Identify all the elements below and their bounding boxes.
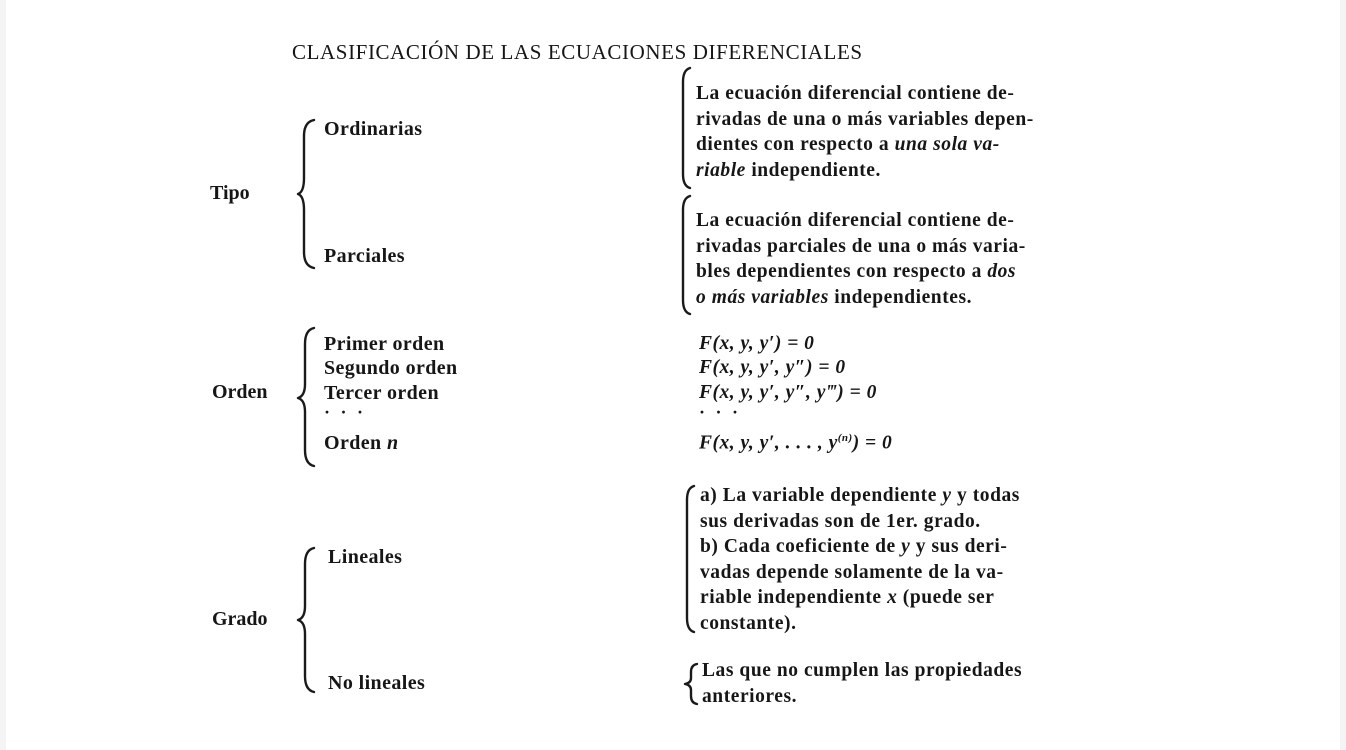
tipo-ordinarias-label: Ordinarias xyxy=(324,118,423,140)
desc-text: y sus deri- xyxy=(910,536,1008,557)
brace-parciales-desc xyxy=(676,194,694,316)
category-tipo: Tipo xyxy=(210,182,250,204)
ordinarias-description xyxy=(696,81,1034,183)
brace-lineales-desc xyxy=(680,484,698,634)
desc-line: vadas depende solamente de la va- xyxy=(700,561,1004,583)
formula-text: ) = 0 xyxy=(852,432,893,454)
desc-emphasis: o más variables xyxy=(696,286,829,308)
orden-item-2-label: Segundo orden xyxy=(324,357,458,379)
desc-text: b) Cada coeficiente de xyxy=(700,536,902,557)
orden-ellipsis-formula: · · · xyxy=(699,402,742,422)
desc-emphasis: una sola va- xyxy=(894,134,1000,155)
orden-item-n-formula xyxy=(699,432,892,455)
desc-emphasis: dos xyxy=(987,261,1017,282)
desc-text: independientes. xyxy=(828,286,973,308)
desc-line: constante). xyxy=(700,612,797,634)
desc-text: a) La variable dependiente xyxy=(700,485,943,506)
category-orden: Orden xyxy=(212,381,268,403)
desc-line: La ecuación diferencial contiene de- xyxy=(696,83,1015,104)
desc-line: Las que no cumplen las propiedades xyxy=(702,660,1023,681)
brace-ordinarias-desc xyxy=(676,66,694,190)
desc-line: La ecuación diferencial contiene de- xyxy=(696,210,1015,231)
formula-superscript: (n) xyxy=(837,432,853,444)
brace-orden xyxy=(296,326,320,468)
brace-grado xyxy=(296,546,320,694)
orden-n-variable: n xyxy=(386,432,399,454)
no-lineales-description xyxy=(702,658,1022,709)
desc-variable: y xyxy=(942,485,952,506)
orden-n-text: Orden xyxy=(324,432,387,454)
desc-text: bles dependientes con respecto a xyxy=(696,261,988,282)
desc-emphasis: riable xyxy=(696,159,746,181)
orden-ellipsis-label: · · · xyxy=(324,402,367,422)
parciales-description xyxy=(696,208,1026,310)
orden-item-n-label xyxy=(324,432,399,455)
desc-line: sus derivadas son de 1er. grado. xyxy=(700,510,981,532)
page-title: CLASIFICACIÓN DE LAS ECUACIONES DIFERENCIALES xyxy=(292,40,863,64)
formula-text: F(x, y, y′, . . . , y xyxy=(699,432,838,454)
orden-item-1-label: Primer orden xyxy=(324,333,445,355)
brace-tipo xyxy=(296,118,320,270)
category-grado: Grado xyxy=(212,608,268,630)
brace-no-lineales-desc xyxy=(682,662,702,706)
desc-text: riable independiente xyxy=(700,587,888,608)
orden-item-1-formula: F(x, y, y′) = 0 xyxy=(699,333,815,354)
orden-item-3-label: Tercer orden xyxy=(324,382,439,404)
desc-line: rivadas parciales de una o más varia- xyxy=(696,235,1026,257)
document-page xyxy=(6,0,1340,750)
lineales-description xyxy=(700,483,1020,636)
desc-variable: y xyxy=(901,536,911,557)
desc-text: dientes con respecto a xyxy=(696,134,895,155)
grado-no-lineales-label: No lineales xyxy=(328,672,426,694)
desc-variable: x xyxy=(887,587,898,608)
orden-item-3-formula: F(x, y, y′, y″, y‴) = 0 xyxy=(699,382,877,403)
desc-text: y todas xyxy=(951,485,1020,506)
desc-text: independiente. xyxy=(745,159,881,181)
desc-text: (puede ser xyxy=(897,587,995,608)
grado-lineales-label: Lineales xyxy=(328,546,403,568)
orden-item-2-formula: F(x, y, y′, y″) = 0 xyxy=(699,357,846,378)
tipo-parciales-label: Parciales xyxy=(324,245,405,267)
desc-line: rivadas de una o más variables depen- xyxy=(696,108,1034,130)
desc-line: anteriores. xyxy=(702,685,798,707)
